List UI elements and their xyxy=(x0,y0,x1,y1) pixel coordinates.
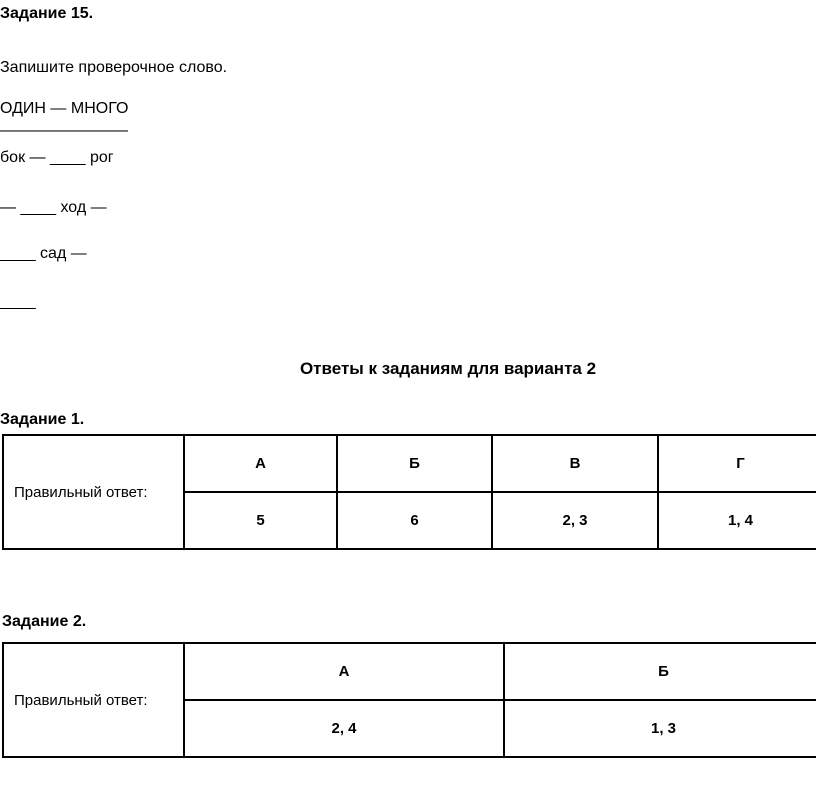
task1-title: Задание 1. xyxy=(0,411,85,428)
task1-col-a: А xyxy=(184,435,337,492)
task15-title: Задание 15. xyxy=(0,5,94,22)
task2-row-label: Правильный ответ: xyxy=(3,643,184,757)
task2-col-b: Б xyxy=(504,643,816,700)
task1-col-b: Б xyxy=(337,435,492,492)
task2-title: Задание 2. xyxy=(2,613,87,630)
task1-col-v: В xyxy=(492,435,658,492)
task1-value-b: 6 xyxy=(337,492,492,549)
task15-instruction: Запишите проверочное слово. xyxy=(0,59,228,76)
task15-line-2: — ____ ход — xyxy=(0,199,107,216)
task15-line-1: бок — ____ рог xyxy=(0,149,114,166)
task2-value-a: 2, 4 xyxy=(184,700,504,757)
task1-value-a: 5 xyxy=(184,492,337,549)
table-row xyxy=(3,643,816,700)
table-row xyxy=(3,435,816,492)
task2-value-b: 1, 3 xyxy=(504,700,816,757)
task15-line-4: ____ xyxy=(0,293,36,310)
task15-line-3: ____ сад — xyxy=(0,245,87,262)
task15-header: ОДИН — МНОГО xyxy=(0,100,129,117)
task1-value-g: 1, 4 xyxy=(658,492,816,549)
task1-col-g: Г xyxy=(658,435,816,492)
task1-row-label: Правильный ответ: xyxy=(3,435,184,549)
task15-divider: ———————— xyxy=(0,122,128,139)
task1-value-v: 2, 3 xyxy=(492,492,658,549)
task2-answer-table xyxy=(2,642,816,758)
task1-answer-table xyxy=(2,434,816,550)
task2-col-a: А xyxy=(184,643,504,700)
answers-title: Ответы к заданиям для варианта 2 xyxy=(299,359,597,378)
